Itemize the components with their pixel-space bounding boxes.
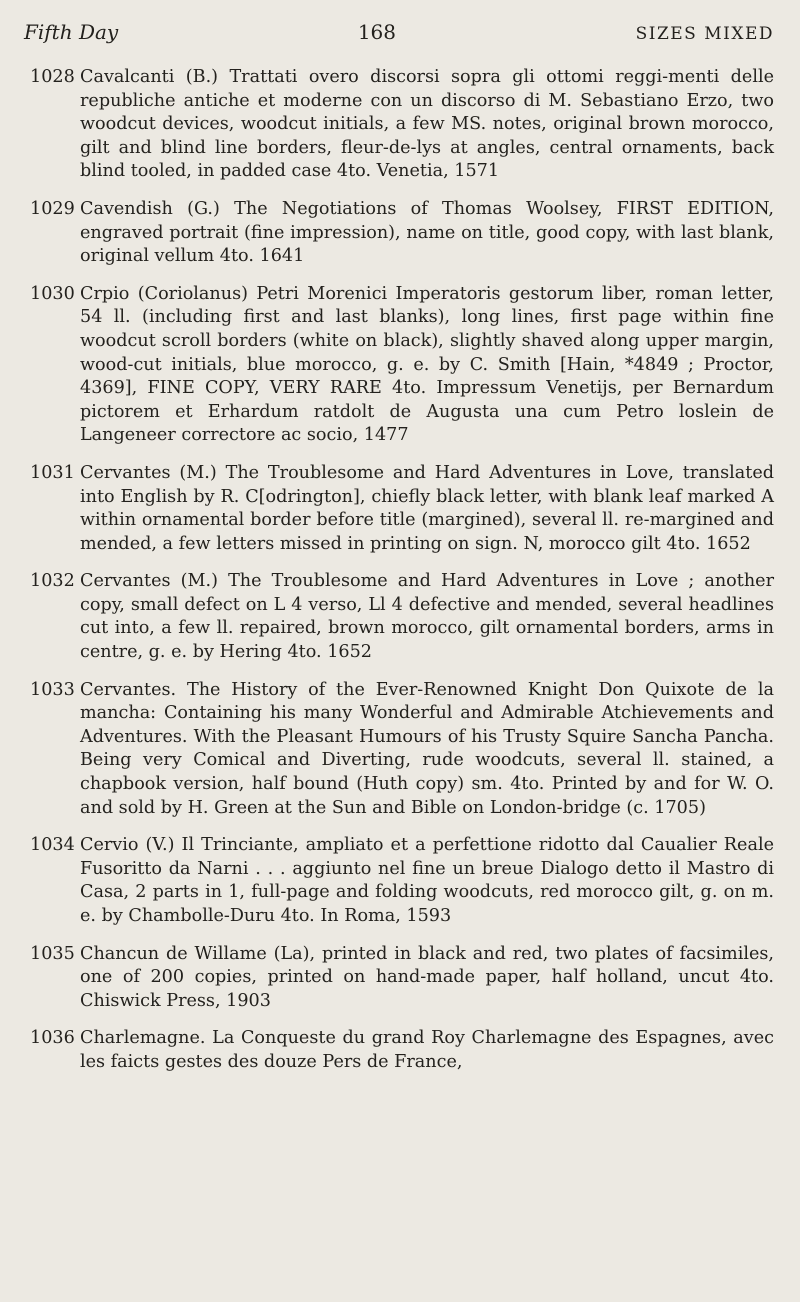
catalogue-entry <box>24 462 774 556</box>
lot-description: Cervantes (M.) The Troublesome and Hard Adventures in Love ; another copy, small defect on L 4 verso, Ll 4 defective and mended, several headlines cut into, a few ll. repaired, brown morocco, gilt ornamental borders, arms in centre, g. e. by Hering 4to. 1652 <box>80 571 774 663</box>
lot-number: 1034 <box>30 835 75 856</box>
lot-number: 1031 <box>30 462 75 483</box>
lot-number: 1033 <box>30 679 75 700</box>
page-number: 168 <box>357 20 396 44</box>
lot-description: Charlemagne. La Conqueste du grand Roy Charlemagne des Espagnes, avec les faicts gestes des douze Pers de France, <box>80 1028 774 1072</box>
lot-description: Cavalcanti (B.) Trattati overo discorsi sopra gli ottomi reggi-menti delle republiche antiche et moderne con un discorso di M. Sebastiano Erzo, two woodcut devices, woodcut initials, a few MS. notes, original brown morocco, gilt and blind line borders, fleur-de-lys at angles, central ornaments, back blind tooled, in padded case 4to. Venetia, 1571 <box>80 67 774 182</box>
lot-description: Cavendish (G.) The Negotiations of Thomas Woolsey, FIRST EDITION, engraved portrait (fine impression), name on title, good copy, with last blank, original vellum 4to. 1641 <box>80 198 774 267</box>
catalogue-entry <box>24 943 774 1014</box>
catalogue-entry <box>24 834 774 928</box>
lot-description: Crpio (Coriolanus) Petri Morenici Imperatoris gestorum liber, roman letter, 54 ll. (including first and last blanks), long lines, first page within fine woodcut scroll borders (white on black), slightly shaved along upper margin, wood-cut initials, blue morocco, g. e. by C. Smith [Hain, *4849 ; Proctor, 4369], FINE COPY, VERY RARE 4to. Impressum Venetijs, per Bernardum pictorem et Erhardum ratdolt de Augusta una cum Petro loslein de Langeneer correctore ac socio, 1477 <box>80 283 774 446</box>
lot-description: Chancun de Willame (La), printed in black and red, two plates of facsimiles, one of 200 copies, printed on hand-made paper, half holland, uncut 4to. Chiswick Press, 1903 <box>80 943 774 1011</box>
lot-description: Cervio (V.) Il Trinciante, ampliato et a perfettione ridotto dal Caualier Reale Fusoritto da Narni . . . aggiunto nel fine un breue Dialogo detto il Mastro di Casa, 2 parts in 1, full-page and folding woodcuts, red morocco gilt, g. on m. e. by Chambolle-Duru 4to. In Roma, 1593 <box>80 835 774 926</box>
catalogue-entry <box>24 570 774 664</box>
lot-number: 1036 <box>30 1028 75 1049</box>
lot-number: 1032 <box>30 571 75 592</box>
catalogue-entry <box>24 283 774 448</box>
lot-number: 1035 <box>30 943 75 964</box>
catalogue-entry <box>24 66 774 184</box>
section-title: Fifth Day <box>24 20 119 44</box>
lot-description: Cervantes. The History of the Ever-Renowned Knight Don Quixote de la mancha: Containing his many Wonderful and Admirable Atchievements and Adventures. With the Pleasant Humours of his Trusty Squire Sancha Pancha. Being very Comical and Diverting, rude woodcuts, several ll. stained, a chapbook version, half bound (Huth copy) sm. 4to. Printed by and for W. O. and sold by H. Green at the Sun and Bible on London-bridge (c. 1705) <box>80 679 774 818</box>
running-head <box>24 20 774 44</box>
catalogue-entry <box>24 1027 774 1074</box>
lot-number: 1029 <box>30 198 75 219</box>
category-title: SIZES MIXED <box>635 24 774 44</box>
lot-description: Cervantes (M.) The Troublesome and Hard Adventures in Love, translated into English by R. C[odrington], chiefly black letter, with blank leaf marked A within ornamental border before title (margined), several ll. re-margined and mended, a few letters missed in printing on sign. N, morocco gilt 4to. 1652 <box>80 462 774 554</box>
lot-number: 1028 <box>30 67 75 87</box>
catalogue-entry <box>24 679 774 821</box>
catalogue-entry <box>24 198 774 269</box>
lot-number: 1030 <box>30 283 75 304</box>
